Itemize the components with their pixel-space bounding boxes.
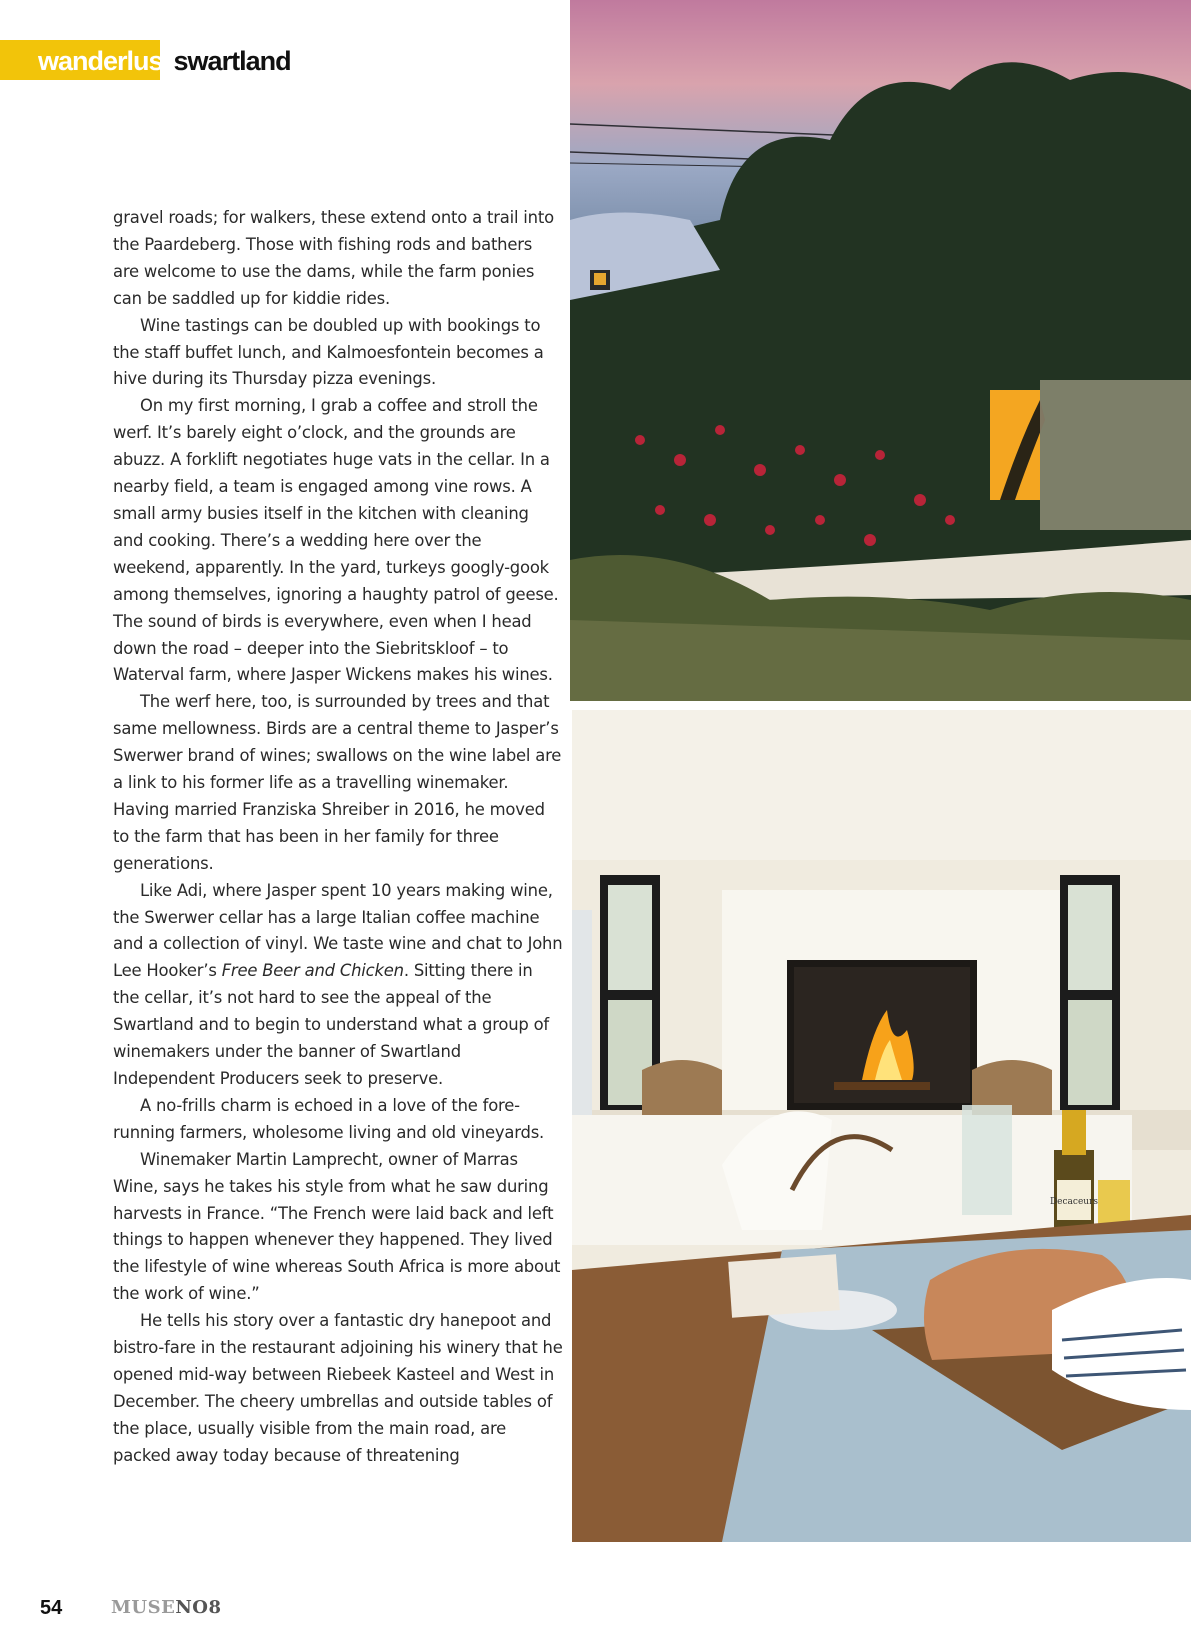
adi-text-before: Like Adi, where Jasper spent 10 years making wine, the Swerwer cellar has a large Italian coffee machine and a collection of vinyl. We taste wine and chat to John Lee Hooker’s [113,880,563,981]
interior-illustration [572,710,1191,1542]
farm-garden-dusk-photo [570,0,1191,701]
article-paragraph: gravel roads; for walkers, these extend onto a trail into the Paardeberg. Those with fishing rods and bathers are welcome to use the dams, while the farm ponies can be saddled up for kiddie rides. [113,208,554,308]
article-paragraph: Winemaker Martin Lamprecht, owner of Marras Wine, says he takes his style from what he saw during harvests in France. “The French were laid back and left things to happen whenever they happened. They lived the lifestyle of wine whereas South Africa is more about the work of wine.” [113,1149,561,1304]
interior-fireplace-photo [572,710,1191,1542]
article-paragraph: A no-frills charm is echoed in a love of the fore-running farmers, wholesome living and old vineyards. [113,1095,545,1142]
magazine-name [111,1597,222,1618]
section-label: wanderlust [38,46,171,76]
article-paragraph-adi [113,878,563,1093]
article-paragraph: He tells his story over a fantastic dry hanepoot and bistro-fare in the restaurant adjoining his winery that he opened mid-way between Riebeek Kasteel and West in December. The cheery umbrellas and outside tables of the place, usually visible from the main road, are packed away today because of threatening [113,1311,563,1465]
magazine-name-b: NO8 [175,1597,222,1618]
topic-label: swartland [173,46,291,76]
article-paragraph: Wine tastings can be doubled up with bookings to the staff buffet lunch, and Kalmoesfontein becomes a hive during its Thursday pizza evenings. [113,315,544,389]
article-paragraph: The werf here, too, is surrounded by trees and that same mellowness. Birds are a central theme to Jasper’s Swerwer brand of wines; swallows on the wine label are a link to his former life as a travelling winemaker. Having married Franziska Shreiber in 2016, he moved to the farm that has been in her family for three generations. [113,692,562,873]
section-header [38,46,291,76]
song-title: Free Beer and Chicken [221,961,404,981]
magazine-name-a: MUSE [111,1597,176,1618]
page-number: 54 [40,1597,63,1619]
article-paragraph: On my first morning, I grab a coffee and stroll the werf. It’s barely eight o’clock, and the grounds are abuzz. A forklift negotiates huge vats in the cellar. In a nearby field, a team is engaged among vine rows. A small army busies itself in the kitchen with cleaning and cooking. There’s a wedding here over the weekend, apparently. In the yard, turkeys googly-gook among themselves, ignoring a haughty patrol of geese. The sound of birds is everywhere, even when I head down the road – deeper into the Siebritskloof – to Waterval farm, where Jasper Wickens makes his wines. [113,396,559,685]
bottle-label: Decaceurs [1049,1197,1099,1207]
adi-text-after: . Sitting there in the cellar, it’s not hard to see the appeal of the Swartland and to begin to understand what a group of winemakers under the banner of Swartland Independent Producers seek to preserve. [113,961,549,1088]
article-body [113,205,563,1470]
farm-garden-illustration [570,0,1191,701]
